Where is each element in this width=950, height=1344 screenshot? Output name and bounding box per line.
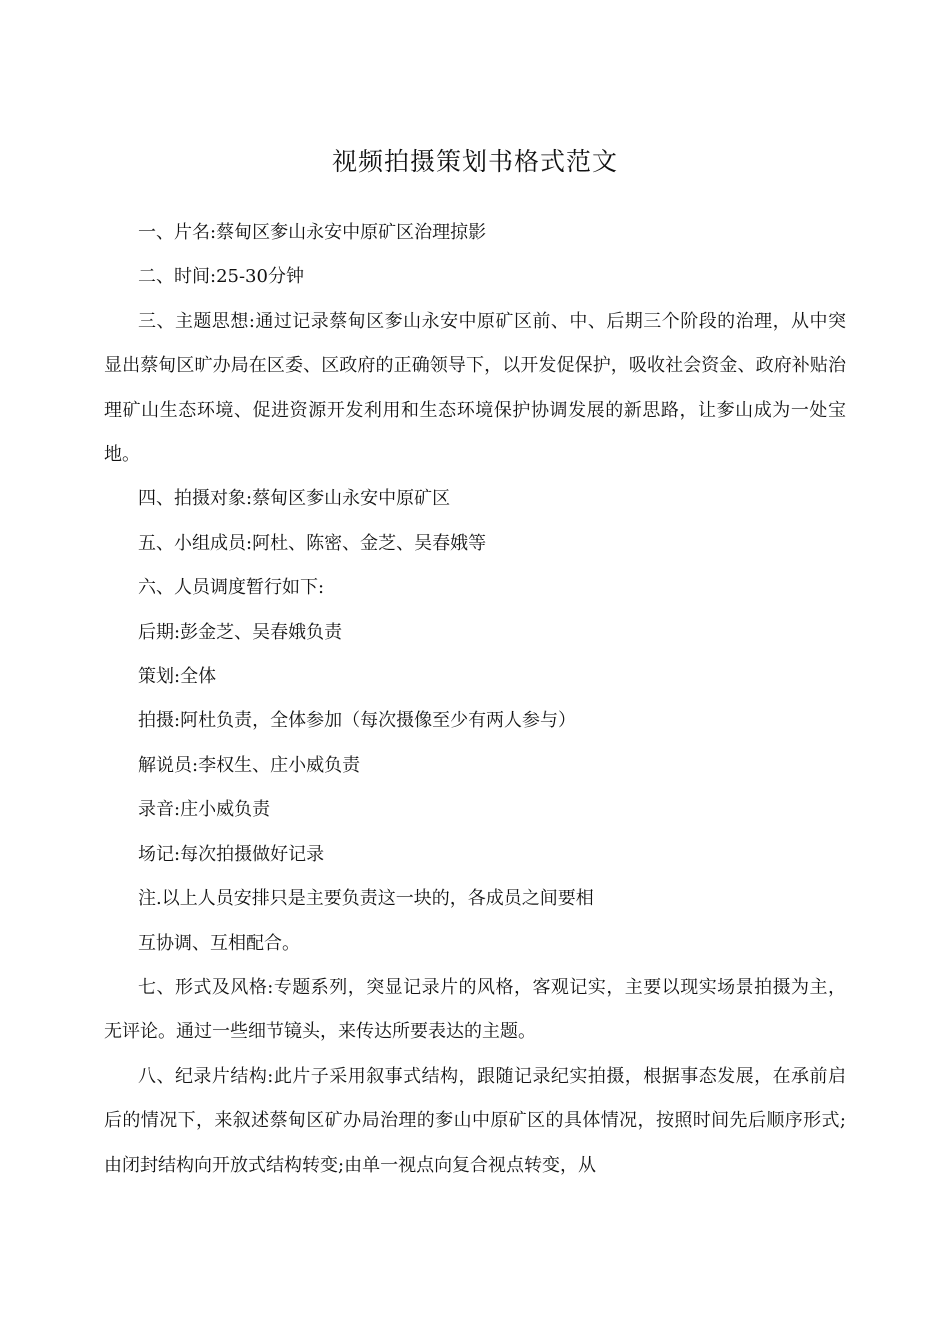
paragraph-note-line-2: 互协调、互相配合。 <box>138 932 300 954</box>
paragraph-subject: 四、拍摄对象:蔡甸区奓山永安中原矿区 <box>138 488 451 510</box>
paragraph-style: 七、形式及风格:专题系列，突显记录片的风格，客观记实，主要以现实场景拍摄为主，无评论。通过一些细节镜头，来传达所要表达的主题。 <box>104 976 846 1043</box>
paragraph-recording: 录音:庄小威负责 <box>138 799 271 821</box>
paragraph-duration: 二、时间:25-30分钟 <box>138 266 304 288</box>
paragraph-script-supervisor: 场记:每次拍摄做好记录 <box>138 843 325 865</box>
document-title: 视频拍摄策划书格式范文 <box>331 147 618 176</box>
paragraph-staffing-heading: 六、人员调度暂行如下: <box>138 577 325 599</box>
paragraph-post-production: 后期:彭金芝、吴春娥负责 <box>138 621 343 643</box>
paragraph-note-line-1: 注.以上人员安排只是主要负责这一块的，各成员之间要相 <box>138 888 594 910</box>
paragraph-planning: 策划:全体 <box>138 666 217 688</box>
paragraph-film-name: 一、片名:蔡甸区奓山永安中原矿区治理掠影 <box>138 222 487 243</box>
paragraph-shooting: 拍摄:阿杜负责，全体参加（每次摄像至少有两人参与） <box>138 710 577 732</box>
document-body <box>104 211 846 1188</box>
paragraph-theme: 三、主题思想:通过记录蔡甸区奓山永安中原矿区前、中、后期三个阶段的治理，从中突显出蔡甸区旷办局在区委、区政府的正确领导下，以开发促保护，吸收社会资金、政府补贴治理矿山生态环境、促进资源开发利用和生态环境保护协调发展的新思路，让奓山成为一处宝地。 <box>104 310 846 466</box>
paragraph-structure: 八、纪录片结构:此片子采用叙事式结构，跟随记录纪实拍摄，根据事态发展，在承前启后的情况下，来叙述蔡甸区矿办局治理的奓山中原矿区的具体情况，按照时间先后顺序形式;由闭封结构向开放式结构转变;由单一视点向复合视点转变，从 <box>104 1065 846 1176</box>
paragraph-narrator: 解说员:李权生、庄小威负责 <box>138 754 361 776</box>
paragraph-team-members: 五、小组成员:阿杜、陈密、金芝、吴春娥等 <box>138 532 487 554</box>
